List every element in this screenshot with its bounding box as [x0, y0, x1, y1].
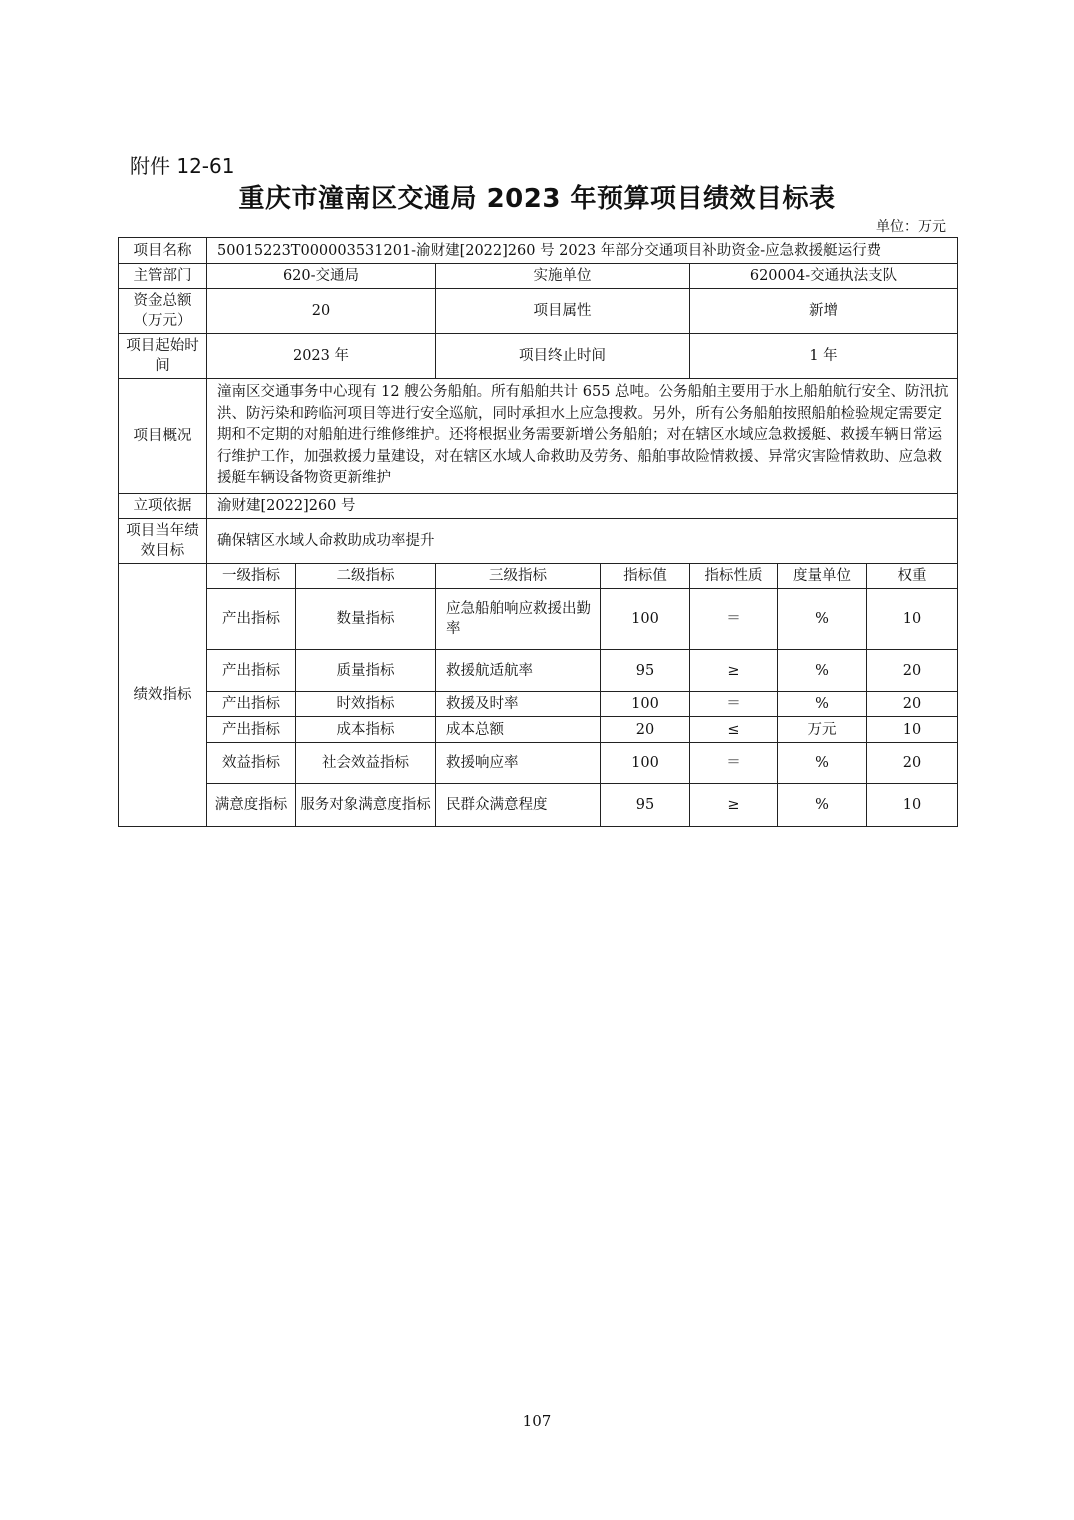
header-l1: 一级指标	[207, 564, 296, 589]
impl-value: 620004-交通执法支队	[690, 264, 958, 289]
cell-l1: 产出指标	[207, 692, 296, 717]
cell-weight: 10	[867, 784, 958, 827]
cell-weight: 20	[867, 692, 958, 717]
fund-value: 20	[207, 289, 436, 334]
cell-l1: 满意度指标	[207, 784, 296, 827]
cell-l3: 救援航适航率	[436, 650, 601, 692]
cell-l2: 质量指标	[296, 650, 436, 692]
table-row	[119, 650, 958, 692]
cell-l3: 成本总额	[436, 717, 601, 743]
cell-l3: 救援及时率	[436, 692, 601, 717]
end-value: 1 年	[690, 334, 958, 379]
performance-table	[118, 237, 958, 827]
cell-unit: %	[778, 784, 867, 827]
dept-label: 主管部门	[119, 264, 207, 289]
cell-unit: %	[778, 650, 867, 692]
perf-header-row	[119, 564, 958, 589]
row-overview	[119, 379, 958, 494]
cell-l2: 服务对象满意度指标	[296, 784, 436, 827]
header-weight: 权重	[867, 564, 958, 589]
header-unit: 度量单位	[778, 564, 867, 589]
fund-label: 资金总额（万元）	[119, 289, 207, 334]
cell-l1: 产出指标	[207, 717, 296, 743]
header-nature: 指标性质	[690, 564, 778, 589]
cell-weight: 20	[867, 743, 958, 784]
cell-value: 95	[601, 650, 690, 692]
attr-label: 项目属性	[436, 289, 690, 334]
header-value: 指标值	[601, 564, 690, 589]
cell-l2: 社会效益指标	[296, 743, 436, 784]
row-fund	[119, 289, 958, 334]
basis-label: 立项依据	[119, 494, 207, 519]
cell-value: 100	[601, 743, 690, 784]
cell-l3: 民群众满意程度	[436, 784, 601, 827]
cell-l2: 数量指标	[296, 589, 436, 650]
cell-l1: 产出指标	[207, 650, 296, 692]
table-row	[119, 743, 958, 784]
unit-note: 单位：万元	[876, 219, 946, 235]
cell-unit: %	[778, 743, 867, 784]
row-basis	[119, 494, 958, 519]
cell-value: 100	[601, 692, 690, 717]
attachment-label: 附件 12-61	[130, 154, 235, 178]
overview-text: 潼南区交通事务中心现有 12 艘公务船舶。所有船舶共计 655 总吨。公务船舶主要用于水上船舶航行安全、防汛抗洪、防污染和跨临河项目等进行安全巡航，同时承担水上应急搜救。另外，所有公务船舶按照船舶检验规定需要定期和不定期的对船舶进行维修维护。还将根据业务需要新增公务船舶；对在辖区水域应急救援艇、救援车辆日常运行维护工作，加强救援力量建设，对在辖区水域人命救助及劳务、船舶事故险情救援、异常灾害险情救助、应急救援艇车辆设备物资更新维护	[207, 379, 958, 494]
cell-l1: 产出指标	[207, 589, 296, 650]
cell-value: 100	[601, 589, 690, 650]
goal-label: 项目当年绩效目标	[119, 519, 207, 564]
cell-nature: ＝	[690, 692, 778, 717]
row-goal	[119, 519, 958, 564]
cell-nature: ≥	[690, 650, 778, 692]
page-title: 重庆市潼南区交通局 2023 年预算项目绩效目标表	[238, 184, 836, 214]
cell-unit: 万元	[778, 717, 867, 743]
project-name-value: 50015223T000003531201-渝财建[2022]260 号 2023 年部分交通项目补助资金-应急救援艇运行费	[207, 238, 958, 264]
end-label: 项目终止时间	[436, 334, 690, 379]
row-department	[119, 264, 958, 289]
cell-value: 95	[601, 784, 690, 827]
perf-label: 绩效指标	[119, 564, 207, 827]
attr-value: 新增	[690, 289, 958, 334]
row-time	[119, 334, 958, 379]
start-value: 2023 年	[207, 334, 436, 379]
cell-l2: 时效指标	[296, 692, 436, 717]
header-l2: 二级指标	[296, 564, 436, 589]
cell-nature: ≥	[690, 784, 778, 827]
cell-nature: ≤	[690, 717, 778, 743]
row-project-name	[119, 238, 958, 264]
cell-l1: 效益指标	[207, 743, 296, 784]
header-l3: 三级指标	[436, 564, 601, 589]
cell-l3: 救援响应率	[436, 743, 601, 784]
start-label: 项目起始时间	[119, 334, 207, 379]
cell-value: 20	[601, 717, 690, 743]
cell-weight: 10	[867, 589, 958, 650]
cell-weight: 20	[867, 650, 958, 692]
cell-l2: 成本指标	[296, 717, 436, 743]
project-name-label: 项目名称	[119, 238, 207, 264]
table-row	[119, 784, 958, 827]
table-row	[119, 692, 958, 717]
dept-value: 620-交通局	[207, 264, 436, 289]
overview-label: 项目概况	[119, 379, 207, 494]
cell-nature: ＝	[690, 589, 778, 650]
impl-label: 实施单位	[436, 264, 690, 289]
cell-weight: 10	[867, 717, 958, 743]
cell-nature: ＝	[690, 743, 778, 784]
basis-value: 渝财建[2022]260 号	[207, 494, 958, 519]
cell-l3: 应急船舶响应救援出勤率	[436, 589, 601, 650]
page-number: 107	[522, 1412, 552, 1430]
cell-unit: %	[778, 589, 867, 650]
cell-unit: %	[778, 692, 867, 717]
goal-value: 确保辖区水域人命救助成功率提升	[207, 519, 958, 564]
table-row	[119, 589, 958, 650]
table-row	[119, 717, 958, 743]
